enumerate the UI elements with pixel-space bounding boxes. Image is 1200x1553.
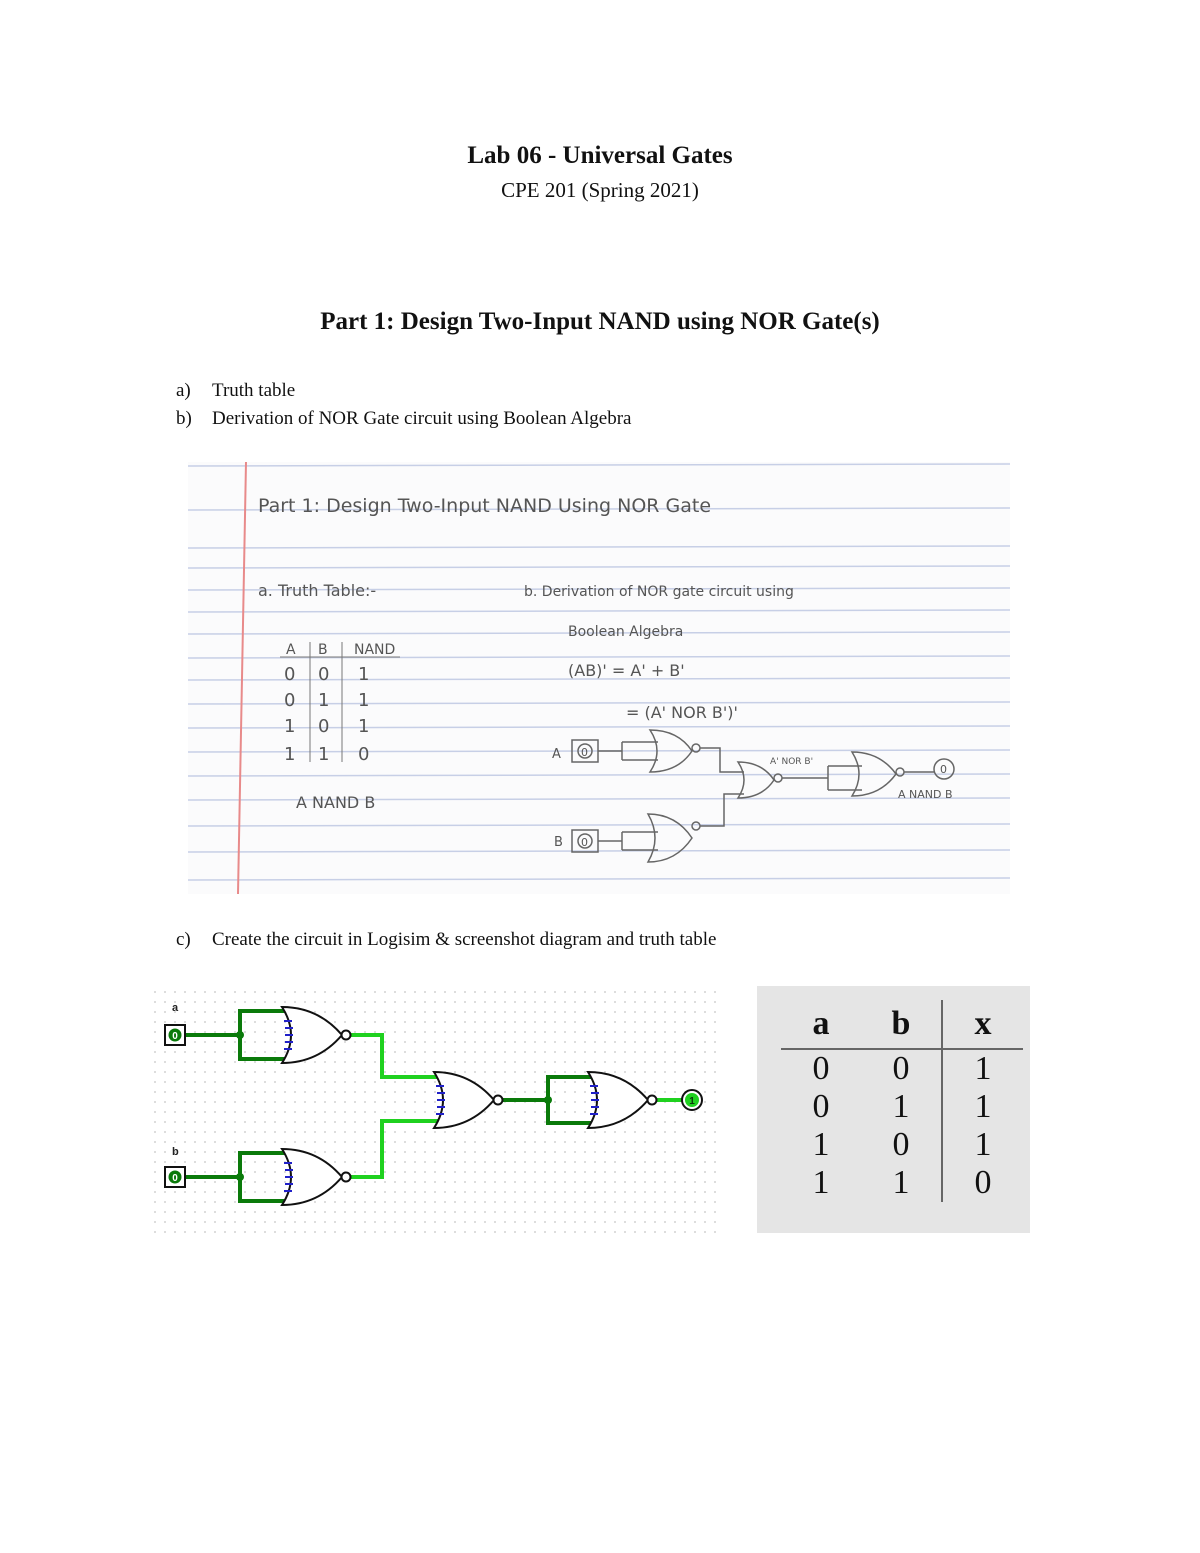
notes-truth-cell: 0: [284, 664, 296, 685]
item-label: a): [176, 380, 191, 401]
notes-input-b: B: [554, 835, 563, 850]
table-cell: 0: [892, 1050, 910, 1087]
table-cell: 0: [942, 1164, 1023, 1202]
circuit-diagram: [150, 987, 716, 1233]
notes-truth-cell: 1: [284, 716, 296, 737]
notes-eq2: = (A' NOR B')': [626, 703, 738, 722]
notes-deriv-title: b. Derivation of NOR gate circuit using: [524, 584, 794, 600]
notes-truth-header: B: [318, 642, 328, 658]
notes-truth-title: a. Truth Table:-: [258, 581, 377, 600]
table-header: b: [861, 1000, 942, 1049]
table-row: [781, 1049, 1023, 1088]
table-cell: 0: [812, 1088, 830, 1125]
notes-truth-caption: A NAND B: [296, 793, 376, 812]
table-header: x: [942, 1000, 1023, 1049]
logisim-circuit: [150, 987, 716, 1233]
notes-truth-cell: 1: [284, 744, 296, 765]
notes-truth-cell: 1: [358, 690, 370, 711]
notes-truth-header: NAND: [354, 642, 396, 658]
notes-deriv-title2: Boolean Algebra: [568, 624, 684, 640]
table-cell: 1: [942, 1049, 1023, 1088]
notes-truth-cell: 1: [358, 716, 370, 737]
item-label: b): [176, 408, 192, 429]
table-cell: 1: [892, 1164, 910, 1201]
notes-mid-label: A' NOR B': [770, 757, 814, 767]
notes-input-a-value: 0: [581, 746, 588, 759]
notebook-photo: [188, 462, 1010, 894]
notes-truth-cell: 0: [318, 664, 330, 685]
table-cell: 1: [892, 1088, 910, 1125]
input-pin-a[interactable]: [165, 1025, 185, 1045]
notes-heading: Part 1: Design Two-Input NAND Using NOR Gate: [258, 495, 712, 517]
notes-input-b-value: 0: [581, 836, 588, 849]
table-cell: 0: [892, 1126, 910, 1163]
logisim-truth-table: [757, 986, 1030, 1233]
notes-output-value: 0: [940, 763, 947, 776]
table-row: [781, 1126, 1023, 1164]
item-text: Create the circuit in Logisim & screenshot diagram and truth table: [212, 929, 717, 950]
table-cell: 1: [812, 1164, 830, 1201]
notes-truth-table: [286, 642, 395, 658]
notes-eq1: (AB)' = A' + B': [568, 661, 685, 680]
table-cell: 1: [812, 1126, 830, 1163]
table-header-row: [781, 1000, 1023, 1049]
table-cell: 0: [812, 1050, 830, 1087]
input-a-value: 0: [172, 1031, 178, 1042]
input-pin-b[interactable]: [165, 1167, 185, 1187]
notes-truth-cell: 1: [318, 690, 330, 711]
input-b-value: 0: [172, 1173, 178, 1184]
notes-truth-cell: 1: [358, 664, 370, 685]
input-a-label: a: [172, 1002, 179, 1014]
notes-output-label: A NAND B: [898, 788, 953, 801]
input-b-label: b: [172, 1146, 179, 1158]
table-row: [781, 1164, 1023, 1202]
notes-truth-cell: 0: [318, 716, 330, 737]
item-text: Derivation of NOR Gate circuit using Boolean Algebra: [212, 408, 632, 429]
notebook-drawing: [188, 462, 1010, 894]
truth-table: [781, 1000, 1023, 1202]
output-pin-x: [682, 1090, 702, 1110]
part-heading: Part 1: Design Two-Input NAND using NOR Gate(s): [320, 308, 880, 335]
page-subtitle: CPE 201 (Spring 2021): [501, 178, 699, 202]
notes-input-a: A: [552, 747, 561, 762]
item-label: c): [176, 929, 191, 950]
table-cell: 1: [942, 1126, 1023, 1164]
notes-truth-cell: 1: [318, 744, 330, 765]
output-value: 1: [689, 1096, 695, 1107]
item-text: Truth table: [212, 380, 296, 401]
notes-truth-header: A: [286, 642, 296, 658]
page-title: Lab 06 - Universal Gates: [467, 142, 733, 169]
notes-truth-cell: 0: [358, 744, 370, 765]
table-cell: 1: [942, 1088, 1023, 1126]
notes-truth-cell: 0: [284, 690, 296, 711]
table-header: a: [781, 1000, 861, 1049]
table-row: [781, 1088, 1023, 1126]
